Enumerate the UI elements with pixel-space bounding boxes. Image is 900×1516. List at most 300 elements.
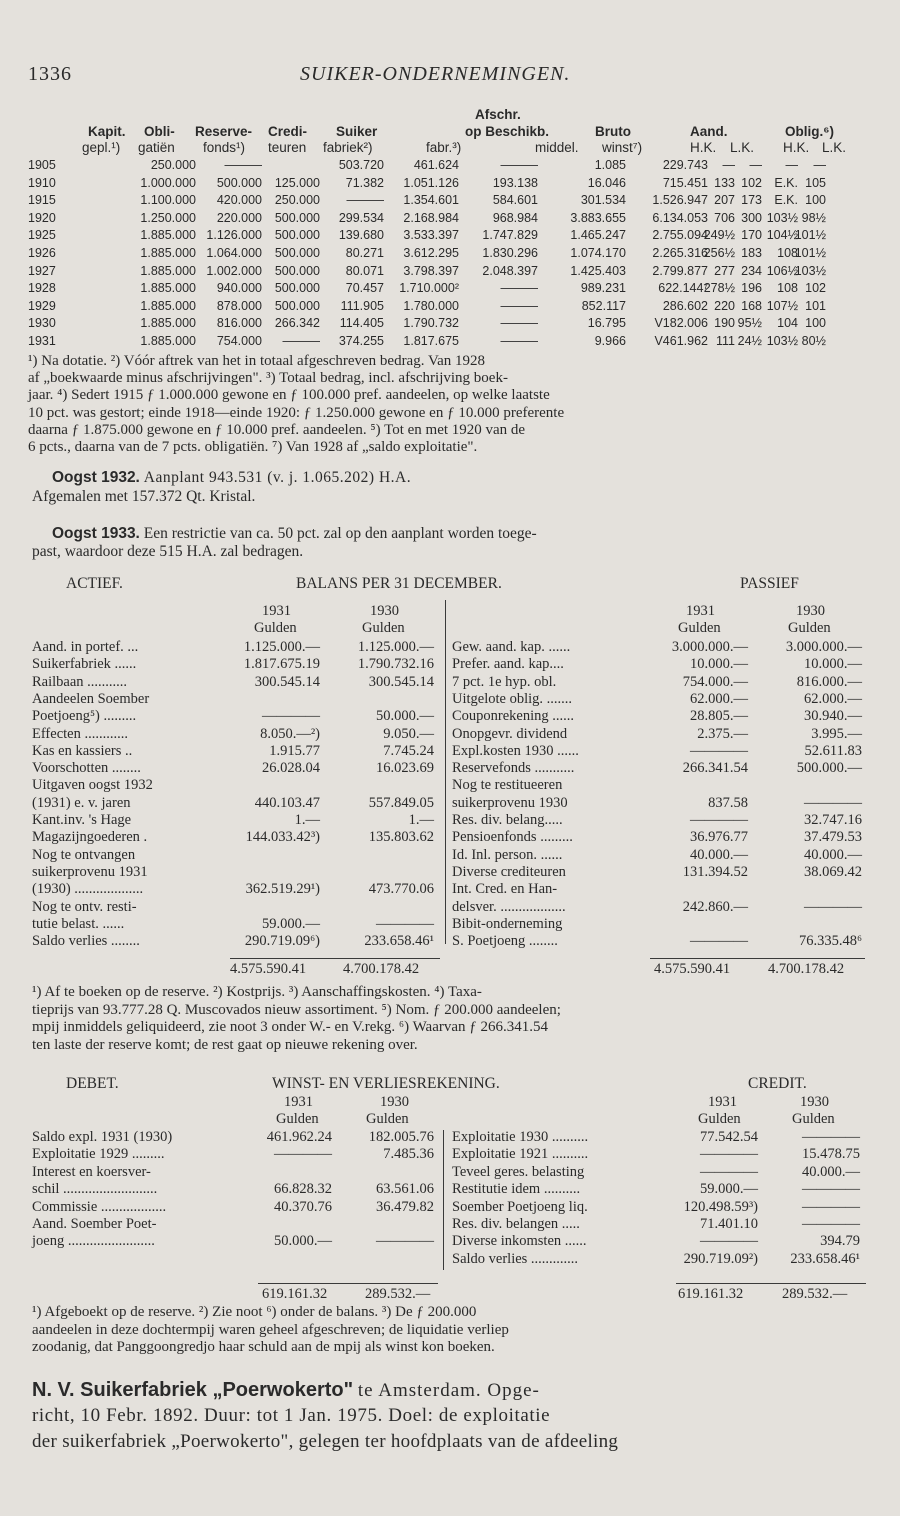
table-cell: 100 [805,316,826,331]
balance-year-a-right: 1931 [686,603,715,619]
liability-label: suikerprovenu 1930 [452,794,568,811]
table-row [0,264,900,280]
year-cell: 1925 [28,228,56,243]
debit-label: Exploitatie 1929 ......... [32,1146,165,1163]
table-cell: 193.138 [492,175,538,190]
table-cell: 2.755.094 [652,228,708,243]
credit-value-a: 59.000.— [700,1181,758,1198]
table-header-afschr: Afschr. [475,107,521,122]
table-cell: 250.000 [150,158,196,172]
table-cell: 1.817.675 [403,334,459,348]
liability-value-b: 3.000.000.— [785,639,862,655]
table-header-cell: fonds¹) [203,140,246,155]
table-header-cell: op Beschikb. [465,124,550,139]
pnl-right-title: CREDIT. [748,1075,807,1092]
table-header-cell: H.K. [690,140,717,155]
table-cell: 500.000 [274,298,320,313]
liability-value-b: 38.069.42 [804,863,862,880]
asset-value-a: 8.050.—²) [260,725,320,742]
table-row [0,228,900,244]
table-cell: 101½ [794,246,826,260]
debit-value-b: 36.479.82 [376,1198,434,1215]
year-cell: 1929 [28,298,56,313]
table-cell: 706 [714,210,735,225]
pnl-total-rule-right [676,1283,866,1284]
liability-value-a: 131.394.52 [682,863,748,880]
table-cell: ——— [500,281,538,296]
pnl-total-a-left: 619.161.32 [262,1286,328,1302]
table-row [0,316,900,332]
table-cell: 111 [715,334,735,348]
credit-value-b: ———— [802,1198,860,1215]
table-header-cell: Kapit. [88,124,126,139]
asset-value-a: ———— [262,708,320,725]
balance-currency-b-right: Gulden [788,620,831,636]
liability-value-a: 10.000.— [690,656,748,673]
table-cell: 1.885.000 [140,316,196,331]
liability-label: S. Poetjoeng ........ [452,933,558,950]
liability-value-b: 3.995.— [811,725,862,742]
footnote-line: ten laste der reserve komt; de rest gaat op nieuwe rekening over. [32,1036,418,1053]
asset-value-b: 1.— [408,812,434,828]
liability-value-b: 500.000.— [796,760,862,777]
table-cell: 266.342 [274,316,320,331]
debit-value-b: ———— [376,1233,434,1250]
asset-label: (1931) e. v. jaren [32,794,131,811]
pnl-currency-a-right: Gulden [698,1111,741,1127]
balance-total-b-left: 4.700.178.42 [343,961,420,977]
liability-value-a: 40.000.— [690,846,748,863]
table-header-cell: Aand. [690,124,728,139]
table-cell: 234 [741,263,762,278]
pnl-total-b-right: 289.532.— [782,1286,848,1302]
harvest-1933 [52,526,537,542]
table-cell: 2.048.397 [482,263,538,278]
credit-label: Soember Poetjoeng liq. [452,1198,588,1215]
table-cell: 80.271 [345,246,384,260]
pnl-total-b-left: 289.532.— [365,1286,431,1302]
credit-label: Diverse inkomsten ...... [452,1233,587,1250]
table-row [0,193,900,209]
footnote-line: 6 pcts., daarna van de 7 pcts. obligatiën. ⁷) Van 1928 af „saldo exploitatie". [28,439,478,455]
table-cell: 250.000 [274,193,320,208]
table-cell: 108 [777,246,798,260]
table-header-cell: gepl.¹) [82,140,121,155]
table-cell: 3.612.295 [403,246,459,260]
liability-label: Bibit-onderneming [452,915,563,932]
table-cell: 278½ [703,281,735,296]
table-cell: 3.533.397 [403,228,459,243]
debit-value-a: ———— [274,1146,332,1163]
asset-label: Effecten ............ [32,725,128,742]
harvest-1933-line1: Een restrictie van ca. 50 pct. zal op den aanplant worden toege- [143,525,537,542]
table-cell: V182.006 [654,316,708,331]
pnl-left-title: DEBET. [66,1075,119,1092]
table-cell: 878.000 [216,298,262,313]
table-cell: 1.074.170 [570,246,626,260]
table-cell: 1.885.000 [140,334,196,348]
table-cell: 940.000 [216,281,262,296]
liability-value-a: 2.375.— [697,725,748,742]
pnl-year-a-left: 1931 [284,1094,313,1110]
table-cell: 133 [714,175,735,190]
liability-label: Expl.kosten 1930 ...... [452,742,579,759]
harvest-1932-line2: Afgemalen met 157.372 Qt. Kristal. [32,488,256,505]
debit-label: schil .......................... [32,1181,158,1198]
asset-value-a: 59.000.— [262,915,320,932]
table-cell: 103½ [766,210,798,225]
table-cell: 249½ [703,228,735,243]
footnote-line: zoodanig, dat Panggoongredjo haar schuld aan de mpij als winst kon boeken. [32,1339,495,1355]
balance-currency-b-left: Gulden [362,620,405,636]
harvest-1932-line1: Aanplant 943.531 (v. j. 1.065.202) H.A. [143,469,412,486]
table-cell: 1.064.000 [206,246,262,260]
table-cell: 229.743 [662,158,708,172]
balance-year-a-left: 1931 [262,603,291,619]
asset-label: Uitgaven oogst 1932 [32,777,153,794]
credit-value-b: 233.658.46¹ [790,1250,860,1267]
liability-label: Onopgevr. dividend [452,725,568,742]
table-cell: 139.680 [338,228,384,243]
credit-value-b: 394.79 [820,1233,860,1250]
balance-right-title: PASSIEF [740,575,799,592]
next-entry-line2: richt, 10 Febr. 1892. Duur: tot 1 Jan. 1975. Doel: de exploitatie [32,1405,551,1426]
table-cell: 104½ [766,228,798,243]
asset-value-a: 144.033.42³) [245,829,320,846]
table-cell: 3.798.397 [403,263,459,278]
asset-value-b: 1.125.000.— [357,639,434,655]
footnote-line: tieprijs van 93.777.28 Q. Muscovados nieuw assortiment. ⁵) Nom. ƒ 200.000 aandeelen; [32,1001,561,1018]
table-row [0,281,900,297]
table-header-cell: Credi- [268,124,308,139]
asset-label: Nog te ontvangen [32,846,136,863]
asset-label: suikerprovenu 1931 [32,863,148,880]
table-cell: 256½ [703,246,735,260]
credit-value-a: 71.401.10 [700,1216,758,1232]
year-cell: 1915 [28,193,56,208]
harvest-1932-label: Oogst 1932. [52,469,140,486]
table-cell: 190 [714,316,735,331]
table-cell: 1.790.732 [403,316,459,331]
table-header-cell: fabr.³) [426,140,462,155]
table-cell: — [722,158,735,172]
table-cell: 103½ [794,263,826,278]
liability-value-a: 837.58 [708,794,748,811]
footnote-line: ¹) Af te boeken op de reserve. ²) Kostprijs. ³) Aanschaffingskosten. ⁴) Taxa- [32,984,482,1000]
asset-label: (1930) ................... [32,881,144,898]
pnl-year-b-left: 1930 [380,1094,409,1110]
liability-value-b: ———— [804,898,862,915]
debit-value-a: 461.962.24 [266,1129,332,1145]
table-cell: 16.046 [587,175,626,190]
table-cell: 102 [805,281,826,296]
table-cell: 374.255 [338,334,384,348]
table-cell: 220 [714,298,735,313]
table-cell: 80.071 [345,263,384,278]
credit-value-b: ———— [802,1216,860,1232]
liability-value-a: 62.000.— [690,690,748,707]
table-cell: 1.830.296 [482,246,538,260]
table-cell: 1.085 [594,158,626,172]
table-cell: 989.231 [580,281,626,296]
asset-value-b: 557.849.05 [368,794,434,811]
year-cell: 1905 [28,158,56,172]
credit-label: Exploitatie 1930 .......... [452,1129,589,1145]
liability-value-a: 3.000.000.— [671,639,748,655]
table-cell: 461.624 [413,158,459,172]
liability-value-b: ———— [804,794,862,811]
liability-label: Diverse crediteuren [452,863,566,880]
table-row [0,211,900,227]
pnl-divider [443,1130,444,1270]
balance-currency-a-right: Gulden [678,620,721,636]
table-cell: 503.720 [338,158,384,172]
liability-label: Couponrekening ...... [452,708,575,725]
liability-value-b: 62.000.— [804,690,862,707]
table-cell: 207 [714,193,735,208]
liability-value-a: 754.000.— [682,673,748,690]
table-cell: 1.051.126 [403,175,459,190]
table-cell: ——— [500,158,538,172]
table-cell: 816.000 [216,316,262,331]
page-number: 1336 [28,63,72,85]
asset-value-a: 1.915.77 [269,742,320,759]
table-cell: 111.905 [340,298,384,313]
asset-value-a: 1.125.000.— [243,639,320,655]
debit-value-b: 63.561.06 [376,1181,434,1198]
table-cell: 2.168.984 [403,210,459,225]
asset-label: Aandeelen Soember [32,690,150,707]
table-cell: 420.000 [216,193,262,208]
table-cell: 500.000 [216,175,262,190]
pnl-currency-b-left: Gulden [366,1111,409,1127]
credit-value-a: 290.719.09²) [683,1250,758,1267]
table-cell: 277 [714,263,735,278]
debit-value-a: 66.828.32 [274,1181,332,1198]
liability-label: Gew. aand. kap. ...... [452,639,571,655]
table-cell: 220.000 [216,210,262,225]
liability-value-a: 28.805.— [690,708,748,725]
table-cell: 1.100.000 [140,193,196,208]
table-cell: 170 [741,228,762,243]
liability-label: Reservefonds ........... [452,760,575,777]
balance-total-rule-right [650,958,865,959]
asset-value-b: 300.545.14 [368,673,434,690]
liability-value-a: 242.860.— [682,898,748,915]
table-cell: 500.000 [274,210,320,225]
year-cell: 1927 [28,263,56,278]
table-cell: 1.885.000 [140,246,196,260]
table-row [0,158,900,174]
balance-total-a-right: 4.575.590.41 [654,961,731,977]
table-header-cell: fabriek²) [323,140,373,155]
pnl-currency-a-left: Gulden [276,1111,319,1127]
table-cell: 168 [741,298,762,313]
asset-value-a: 1.— [294,812,320,828]
credit-value-b: 15.478.75 [802,1146,860,1163]
debit-label: Saldo expl. 1931 (1930) [32,1129,173,1145]
footnote-line: daarna ƒ 1.875.000 gewone en ƒ 10.000 pref. aandeelen. ⁵) Tot en met 1920 van de [28,421,526,438]
table-cell: 71.382 [345,175,384,190]
table-cell: 1.885.000 [140,298,196,313]
pnl-title: WINST- EN VERLIESREKENING. [272,1075,500,1092]
table-header-cell: teuren [268,140,307,155]
year-cell: 1928 [28,281,56,296]
table-cell: 1.354.601 [403,193,459,208]
table-cell: 106½ [766,263,798,278]
table-cell: 500.000 [274,281,320,296]
asset-label: Nog te ontv. resti- [32,898,137,915]
table-cell: — [785,158,798,172]
table-row [0,299,900,315]
asset-label: tutie belast. ...... [32,915,125,932]
balance-title: BALANS PER 31 DECEMBER. [296,575,502,592]
balance-left-title: ACTIEF. [66,575,123,592]
table-cell: 105 [805,175,826,190]
balance-total-rule-left [230,958,440,959]
pnl-total-rule-left [258,1283,438,1284]
table-header-cell: L.K. [822,140,847,155]
table-cell: 968.984 [492,210,538,225]
credit-label: Exploitatie 1921 .......... [452,1146,589,1163]
balance-total-a-left: 4.575.590.41 [230,961,307,977]
table-cell: 299.534 [338,210,384,225]
table-cell: 1.885.000 [140,228,196,243]
pnl-total-a-right: 619.161.32 [678,1286,744,1302]
table-cell: — [813,158,826,172]
table-cell: 6.134.053 [652,210,708,225]
table-cell: 3.883.655 [570,210,626,225]
table-cell: 1.465.247 [570,228,626,243]
liability-value-b: 76.335.48⁶ [798,933,862,950]
year-cell: 1910 [28,175,56,190]
debit-value-a: 40.370.76 [274,1198,332,1215]
asset-value-b: ———— [376,915,434,932]
credit-label: Saldo verlies ............. [452,1250,579,1267]
asset-value-b: 7.745.24 [383,742,434,759]
liability-label: Prefer. aand. kap.... [452,656,564,673]
table-cell: 1.002.000 [206,263,262,278]
table-cell: 196 [741,281,762,296]
table-header-cell: L.K. [730,140,755,155]
table-cell: 1.885.000 [140,263,196,278]
debit-label: Interest en koersver- [32,1163,151,1180]
table-cell: 173 [741,193,762,208]
footnote-line: mpij inmiddels geliquideerd, zie noot 3 onder W.- en V.rekg. ⁶) Waarvan ƒ 266.341.54 [32,1019,549,1035]
table-cell: 98½ [801,210,826,225]
next-entry-company: N. V. Suikerfabriek „Poerwokerto" [32,1379,354,1401]
asset-value-b: 9.050.— [383,725,434,742]
table-cell: 1.126.000 [206,228,262,243]
table-cell: 101½ [794,228,826,243]
debit-value-b: 7.485.36 [383,1146,434,1163]
asset-label: Aand. in portef. ... [32,639,139,655]
footnote-line: jaar. ⁴) Sedert 1915 ƒ 1.000.000 gewone en ƒ 100.000 pref. aandeelen, op welke laatste [28,387,550,404]
table-cell: 754.000 [216,334,262,348]
table-cell: 2.799.877 [652,263,708,278]
credit-value-a: ———— [700,1233,758,1250]
asset-value-b: 233.658.46¹ [364,933,434,950]
table-cell: 301.534 [580,193,626,208]
asset-value-a: 300.545.14 [254,673,320,690]
table-cell: 104 [777,316,798,331]
next-entry-line3: der suikerfabriek „Poerwokerto", gelegen ter hoofdplaats van de afdeeling [32,1431,619,1452]
liability-label: 7 pct. 1e hyp. obl. [452,673,557,690]
liability-value-b: 37.479.53 [804,829,862,846]
debit-value-a: 50.000.— [274,1233,332,1250]
table-cell: E.K. [774,193,798,208]
credit-label: Restitutie idem .......... [452,1181,581,1198]
liability-label: Pensioenfonds ......... [452,829,573,846]
credit-value-a: 77.542.54 [700,1129,758,1145]
table-cell: 286.602 [662,298,708,313]
credit-value-b: ———— [802,1129,860,1145]
table-cell: 100 [805,193,826,208]
table-cell: 1.885.000 [140,281,196,296]
asset-value-b: 50.000.— [376,708,434,725]
table-header-cell: Oblig.⁶) [785,124,834,139]
asset-value-a: 362.519.29¹) [245,881,320,898]
liability-value-a: 36.976.77 [690,829,748,846]
table-cell: 622.144⁷ [658,281,708,296]
credit-value-a: ———— [700,1146,758,1163]
table-header-cell: Obli- [144,124,175,139]
credit-value-a: 120.498.59³) [683,1198,758,1215]
pnl-year-a-right: 1931 [708,1094,737,1110]
asset-label: Kas en kassiers .. [32,742,133,759]
table-cell: V461.962 [654,334,708,348]
next-entry-line1: te Amsterdam. Opge- [357,1380,540,1401]
asset-value-b: 1.790.732.16 [357,656,434,673]
table-cell: 300 [741,210,762,225]
footnote-line: aandeelen in deze dochtermpij waren geheel afgeschreven; de liquidatie verliep [32,1321,509,1338]
liability-value-a: 266.341.54 [682,760,748,777]
year-cell: 1931 [28,334,56,348]
table-header-cell: middel. [535,140,579,155]
table-cell: 9.966 [594,334,626,348]
footnote-line: af „boekwaarde minus afschrijvingen". ³) Totaal bedrag, incl. afschrijving boek- [28,370,508,387]
year-cell: 1920 [28,210,56,225]
asset-label: Suikerfabriek ...... [32,656,137,673]
year-cell: 1926 [28,246,56,260]
credit-label: Teveel geres. belasting [452,1163,585,1180]
table-cell: 1.710.000² [399,281,459,296]
table-cell: 1.250.000 [140,210,196,225]
pnl-year-b-right: 1930 [800,1094,829,1110]
credit-value-b: 40.000.— [802,1163,860,1180]
debit-value-b: 182.005.76 [368,1129,434,1145]
table-cell: 715.451 [662,175,708,190]
table-cell: 500.000 [274,246,320,260]
table-cell: 500.000 [274,263,320,278]
table-cell: 1.780.000 [403,298,459,313]
table-header-cell: winst⁷) [602,140,643,155]
table-header-cell: H.K. [783,140,810,155]
table-cell: 584.601 [492,193,538,208]
liability-value-a: ———— [690,812,748,828]
table-cell: 1.425.403 [570,263,626,278]
year-cell: 1930 [28,316,56,331]
table-cell: 1.526.947 [652,193,708,208]
asset-value-a: 290.719.09⁶) [244,933,320,950]
table-row [0,176,900,192]
table-cell: 1.000.000 [140,175,196,190]
asset-value-a: 440.103.47 [254,794,320,811]
asset-value-a: 1.817.675.19 [243,656,320,673]
asset-label: Poetjoeng⁵) ......... [32,708,137,725]
balance-divider [445,600,446,944]
balance-currency-a-left: Gulden [254,620,297,636]
